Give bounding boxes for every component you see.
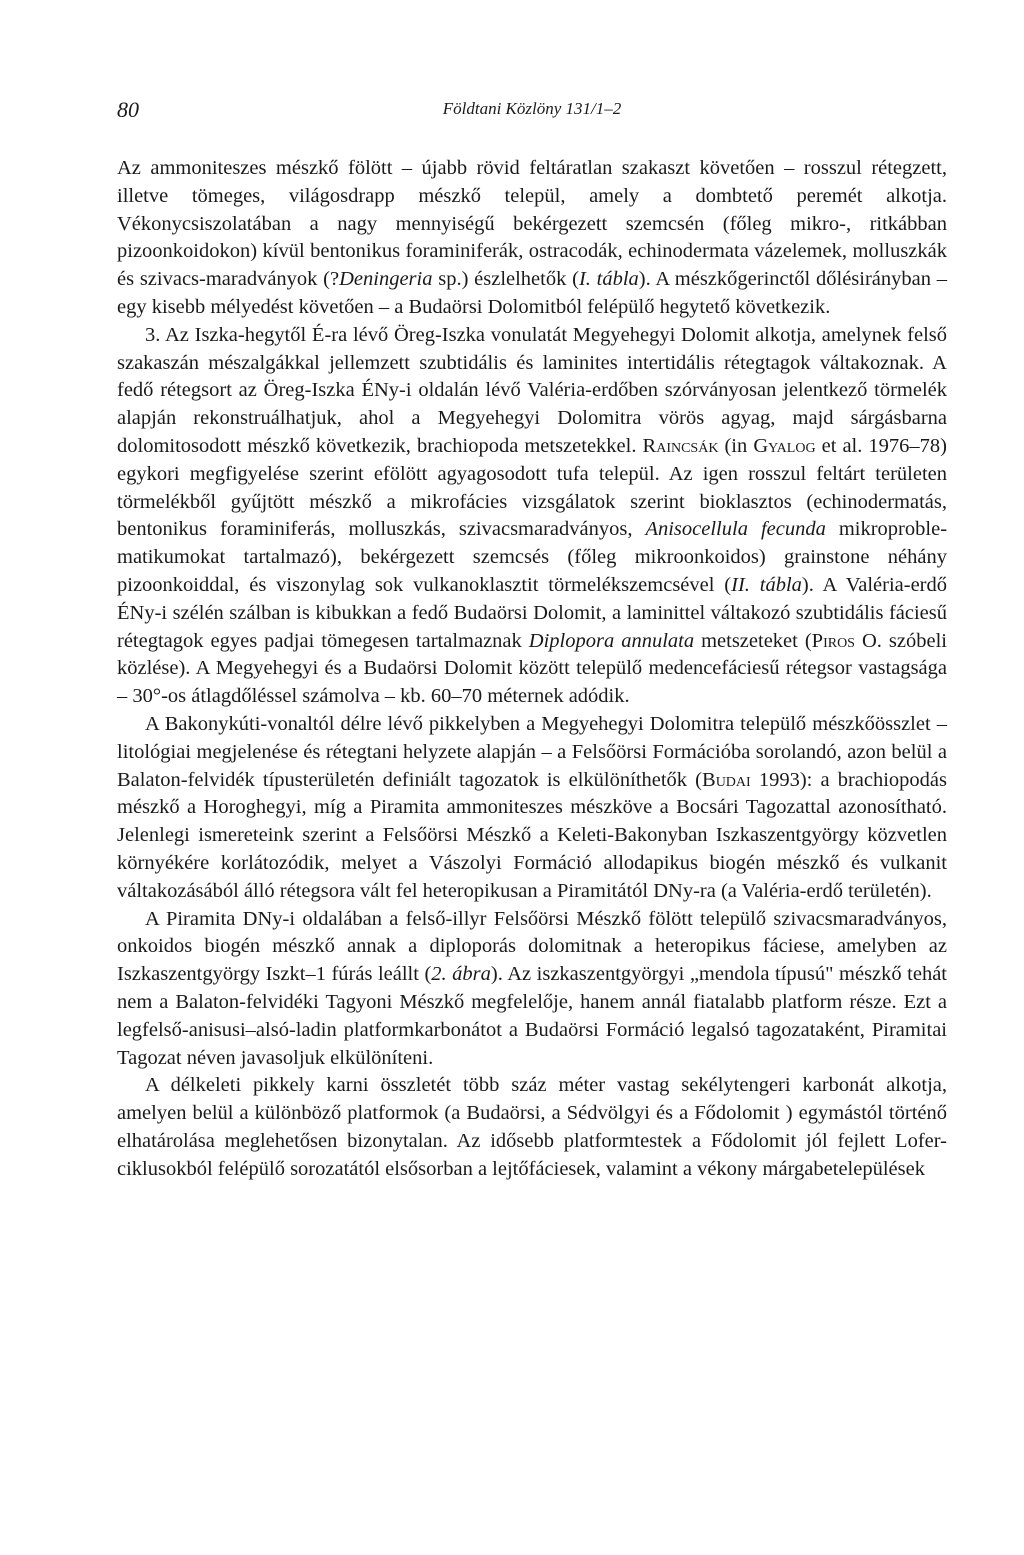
text-run: O. szóbeli közlése). A Megyehegyi és a Budaörsi Dolomit között települő medencefáciesű rétegsor vastagsága – 30°-os átlagdőléssel számolva – kb. 60–70 méternek adódik. — [117, 629, 947, 708]
paragraph — [117, 1072, 947, 1183]
journal-title: Földtani Közlöny 131/1–2 — [442, 99, 622, 118]
text-run: ). A mészkőgerinctől dőlésirányban – egy kisebb mélyedést követően – a Budaörsi Dolomitból felépülő hegytető következik. — [117, 268, 947, 318]
italic-text: I. tábla — [578, 268, 639, 291]
italic-text: Anisocellula fecunda — [645, 518, 826, 541]
italic-text: II. tábla — [731, 573, 802, 596]
paragraph — [117, 711, 947, 906]
paragraph — [117, 322, 947, 711]
text-run: metszeteket ( — [694, 629, 812, 652]
text-run: ). A Valéria-erdő ÉNy-i szélén szálban is kibukkan a fedő Budaörsi Dolomit, a laminittel váltakozó szubtidális fáciesű rétegtagok egyes padjai tömegesen tartalmaznak — [117, 573, 947, 652]
text-run: A Bakonykúti-vonaltól délre lévő pikkelyben a Megyehegyi Dolomitra települő mészkőösszlet – litológiai megjelenése és rétegtani helyzete alapján – a Felsőörsi Formációba sorolandó, azon belül a Balaton-felvidék típusterületén definiált tagozatok is elkülöníthetők ( — [117, 712, 947, 791]
author-name: Budai — [702, 768, 751, 791]
text-run: A délkeleti pikkely karni összletét több száz méter vastag sekélytengeri karbonát alkotja, amelyen belül a különböző platformok (a Budaörsi, a Sédvölgyi és a Fődolomit ) egymástól történő elhatárolása meglehetősen bizonytalan. Az idősebb platformtestek a Fődolomit jól fejlett Lofer-ciklusokból felépülő sorozatától elsősorban a lejtőfáciesek, valamint a vékony márgabetelepülések — [117, 1074, 947, 1180]
page-header — [117, 97, 947, 125]
text-run: ). Az iszkaszentgyörgyi „mendola típusú" mészkő tehát nem a Balaton-felvidéki Tagyoni Mészkő megfelelője, hanem annál fiatalabb platform része. Ezt a legfelső-anisusi–alsó-ladin platformkarbonátot a Budaörsi Formáció legalsó tagozataként, Piramitai Tagozat néven javasoljuk elkülöníteni. — [117, 963, 947, 1069]
author-name: Gyalog — [753, 434, 816, 457]
text-run: et al. 1976–78) egykori megfigyelése szerint efölött agyagosodott tufa települ. Az igen rosszul feltárt területen törmelékből gyűjtött mészkő a mikrofácies vizsgálatok szerint bioklasztos (echinodermatás, bentonikus foraminiferás, molluszkás, szivacsmaradványos, — [117, 434, 947, 541]
text-run: mikroproblematikumokat tartalmazó), bekérgezett szemcsés (főleg mikroonkoidos) grainstone néhány pizoonkoiddal, és viszonylag sok vulkanoklasztit törmelékszemcsével ( — [117, 518, 948, 596]
paragraph — [117, 155, 947, 322]
text-run: 3. Az Iszka-hegytől É-ra lévő Öreg-Iszka vonulatát Megyehegyi Dolomit alkotja, amelynek felső szakaszán mészalgákkal jellemzett szubtidális és laminites intertidális rétegtagok váltakoznak. A fedő rétegsort az Öreg-Iszka ÉNy-i oldalán lévő Valéria-erdőben szórványosan jelentkező törmelék alapján rekonstruálhatjuk, ahol a Megyehegyi Dolomitra vörös agyag, majd sárgásbarna dolomitosodott mészkő következik, brachiopoda metszetekkel. — [117, 323, 947, 457]
text-run: A Piramita DNy-i oldalában a felső-illyr Felsőörsi Mészkő fölött települő szivacsmaradványos, onkoidos biogén mészkő annak a diploporás dolomitnak a heteropikus fáciese, amelyben az Iszkaszentgyörgy Iszkt–1 fúrás leállt ( — [117, 907, 947, 986]
text-run: sp.) észlelhetők ( — [432, 268, 579, 291]
author-name: Raincsák — [642, 434, 719, 457]
italic-text: Deningeria — [339, 268, 433, 291]
italic-text: Diplopora annulata — [528, 629, 695, 652]
text-run: Az ammoniteszes mészkő fölött – újabb rövid feltáratlan szakaszt követően – rosszul rétegzett, illetve tömeges, világosdrapp mészkő települ, amely a dombtető peremét alkotja. Vékonycsiszolatában a nagy mennyiségű bekérgezett szemcsén (főleg mikro-, ritkábban pizoonkoidokon) kívül bentonikus foraminiferák, ostracodák, echinodermata vázelemek, molluszkák és szivacs-maradványok (? — [117, 157, 947, 291]
body-text — [117, 155, 947, 1183]
paragraph — [117, 906, 947, 1073]
author-name: Piros — [811, 629, 855, 652]
page-number: 80 — [117, 97, 139, 122]
text-run: (in — [718, 434, 754, 457]
text-run: 1993): a brachiopodás mészkő a Horoghegyi, míg a Piramita ammoniteszes mészköve a Bocsári Tagozattal azonosítható. Jelenlegi ismereteink szerint a Felsőörsi Mészkő a Keleti-Bakonyban Iszkaszentgyörgy közvetlen környékére korlátozódik, melyet a Vászolyi Formáció allodapikus biogén mészkő és vulkanit váltakozásából álló rétegsora vált fel heteropikusan a Piramitától DNy-ra (a Valéria-erdő területén). — [117, 768, 947, 902]
italic-text: 2. ábra — [431, 963, 491, 986]
